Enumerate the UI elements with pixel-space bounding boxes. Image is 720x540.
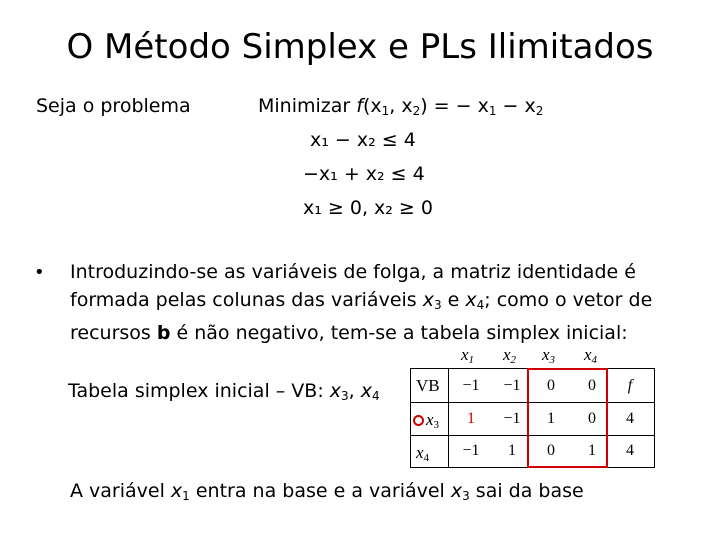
caption-x4: x bbox=[360, 380, 373, 402]
table-rule-col1 bbox=[448, 368, 449, 468]
footer-x1: x bbox=[170, 480, 183, 502]
cell-r3-c1: −1 bbox=[462, 442, 480, 459]
row-label-x4 bbox=[416, 443, 429, 464]
conclusion-text bbox=[70, 480, 584, 503]
header-x2-var: x bbox=[503, 345, 511, 364]
row-label-x3 bbox=[426, 410, 439, 431]
para-part1: Introduzindo-se as variáveis de folga, a matriz identidade é formada pelas colunas das variáveis bbox=[70, 261, 636, 311]
footer-sub1: 1 bbox=[182, 489, 190, 503]
para-b: b bbox=[156, 322, 171, 344]
cell-r3-c4: 1 bbox=[588, 442, 596, 459]
pivot-element: 1 bbox=[467, 410, 475, 427]
header-x3 bbox=[542, 345, 555, 366]
cell-r1-last: f bbox=[627, 377, 633, 394]
row-label-x3-var: x bbox=[426, 410, 434, 429]
caption-x3: x bbox=[329, 380, 342, 402]
cell-r2-c3: 1 bbox=[547, 410, 555, 427]
caption-sub3: 3 bbox=[341, 389, 349, 403]
objective-rhs: ) = − x bbox=[420, 95, 489, 117]
objective-function bbox=[258, 95, 543, 118]
row-label-vb: VB bbox=[416, 376, 440, 395]
objective-comma: , x bbox=[389, 95, 413, 117]
header-x1 bbox=[461, 345, 474, 366]
para-part3: é não negativo, tem-se a tabela simplex inicial: bbox=[170, 322, 628, 344]
page-title: O Método Simplex e PLs Ilimitados bbox=[66, 27, 654, 67]
table-caption bbox=[68, 380, 380, 403]
caption-prefix: Tabela simplex inicial – VB: bbox=[68, 380, 330, 402]
header-x3-sub: 3 bbox=[549, 354, 556, 366]
constraint-2: −x₁ + x₂ ≤ 4 bbox=[303, 163, 425, 185]
objective-args: (x bbox=[362, 95, 382, 117]
header-x4-var: x bbox=[584, 345, 592, 364]
header-x3-var: x bbox=[542, 345, 550, 364]
objective-prefix: Minimizar bbox=[258, 95, 357, 117]
objective-f: f bbox=[356, 95, 363, 117]
objective-minus: − x bbox=[496, 95, 536, 117]
table-rule-right bbox=[654, 368, 655, 468]
cell-r2-last: 4 bbox=[626, 410, 634, 427]
footer-sub3: 3 bbox=[462, 489, 470, 503]
cell-r3-c2: 1 bbox=[508, 442, 516, 459]
para-and: e bbox=[441, 289, 466, 311]
cell-r3-c3: 0 bbox=[547, 442, 555, 459]
cell-r1-c2: −1 bbox=[503, 377, 521, 394]
objective-sub2: 2 bbox=[412, 104, 421, 118]
objective-sub4: 2 bbox=[535, 104, 544, 118]
footer-part1: A variável bbox=[70, 480, 171, 502]
para-x4: x bbox=[465, 289, 477, 311]
header-x4 bbox=[584, 345, 597, 366]
para-x4-sub: 4 bbox=[476, 298, 485, 312]
row-label-x4-sub: 4 bbox=[423, 452, 430, 464]
objective-sub3: 1 bbox=[488, 104, 497, 118]
objective-sub1: 1 bbox=[381, 104, 390, 118]
header-x2 bbox=[503, 345, 516, 366]
bullet-icon: • bbox=[34, 262, 45, 283]
cell-r2-c2: −1 bbox=[503, 410, 521, 427]
bullet-paragraph bbox=[70, 258, 700, 347]
constraint-1: x₁ − x₂ ≤ 4 bbox=[310, 129, 416, 151]
constraint-nonneg: x₁ ≥ 0, x₂ ≥ 0 bbox=[303, 197, 433, 219]
para-part2: ; como o vetor de recursos bbox=[70, 289, 653, 344]
footer-x3: x bbox=[450, 480, 463, 502]
table-rule-left bbox=[410, 368, 411, 468]
cell-r3-last: 4 bbox=[626, 442, 634, 459]
header-x1-sub: 1 bbox=[468, 354, 475, 366]
para-x3-sub: 3 bbox=[433, 298, 442, 312]
header-x1-var: x bbox=[461, 345, 469, 364]
pivot-row-marker-icon bbox=[413, 415, 424, 426]
cell-r1-c3: 0 bbox=[547, 377, 555, 394]
cell-r1-c4: 0 bbox=[588, 377, 596, 394]
row-label-x3-sub: 3 bbox=[433, 419, 440, 431]
cell-r2-c4: 0 bbox=[588, 410, 596, 427]
header-x2-sub: 2 bbox=[510, 354, 517, 366]
row-label-x4-var: x bbox=[416, 443, 424, 462]
footer-part2: entra na base e a variável bbox=[189, 480, 451, 502]
caption-comma: , bbox=[348, 380, 361, 402]
cell-r1-c1: −1 bbox=[462, 377, 480, 394]
caption-sub4: 4 bbox=[372, 389, 380, 403]
header-x4-sub: 4 bbox=[591, 354, 598, 366]
footer-part3: sai da base bbox=[469, 480, 584, 502]
problem-label: Seja o problema bbox=[36, 95, 191, 117]
para-x3: x bbox=[422, 289, 434, 311]
